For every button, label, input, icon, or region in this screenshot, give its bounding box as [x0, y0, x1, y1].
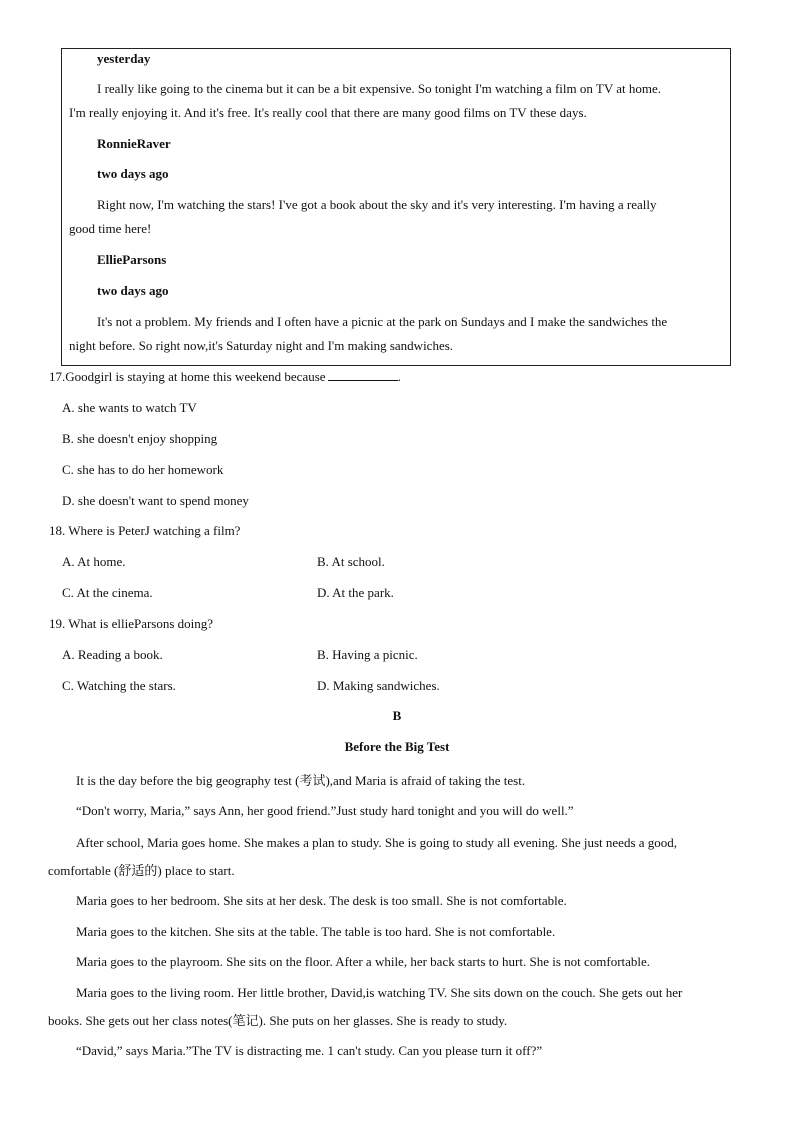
question-17-stem — [49, 369, 401, 385]
q17-option-a: A. she wants to watch TV — [62, 400, 197, 415]
q17-option-b: B. she doesn't enjoy shopping — [62, 431, 218, 446]
post-username: RonnieRaver — [97, 136, 171, 151]
question-18-stem: 18. Where is PeterJ watching a film? — [49, 523, 241, 538]
q18-option-b: B. At school. — [317, 554, 385, 569]
passage-paragraph: “David,” says Maria.”The TV is distracting me. 1 can't study. Can you please turn it off?” — [76, 1043, 543, 1058]
post-date: two days ago — [97, 283, 169, 298]
passage-paragraph: “Don't worry, Maria,” says Ann, her good friend.”Just study hard tonight and you will do well.” — [76, 803, 574, 818]
post-date-yesterday: yesterday — [97, 51, 151, 66]
post-text-line: I really like going to the cinema but it can be a bit expensive. So tonight I'm watching a film on TV at home. — [97, 81, 661, 96]
q17-option-d: D. she doesn't want to spend money — [62, 493, 249, 508]
passage-paragraph: It is the day before the big geography test (考试),and Maria is afraid of taking the test. — [76, 773, 526, 788]
passage-paragraph: Maria goes to her bedroom. She sits at her desk. The desk is too small. She is not comfortable. — [76, 893, 567, 908]
q19-option-a: A. Reading a book. — [62, 647, 163, 662]
passage-title: Before the Big Test — [344, 739, 450, 754]
q19-option-d: D. Making sandwiches. — [317, 678, 440, 693]
question-17-period: . — [397, 369, 401, 384]
q18-option-c: C. At the cinema. — [62, 585, 153, 600]
post-text-line: good time here! — [69, 221, 152, 236]
q18-option-a: A. At home. — [62, 554, 126, 569]
question-19-stem: 19. What is ellieParsons doing? — [49, 616, 214, 631]
question-17-text: 17.Goodgirl is staying at home this weekend because — [49, 369, 326, 384]
passage-paragraph: After school, Maria goes home. She makes a plan to study. She is going to study all evening. She just needs a good, — [76, 835, 678, 850]
post-text-line: It's not a problem. My friends and I often have a picnic at the park on Sundays and I make the sandwiches the — [97, 314, 668, 329]
forum-post-box — [61, 48, 731, 366]
passage-paragraph: Maria goes to the playroom. She sits on the floor. After a while, her back starts to hurt. She is not comfortable. — [76, 954, 651, 969]
q19-option-b: B. Having a picnic. — [317, 647, 418, 662]
passage-paragraph-cont: comfortable (舒适的) place to start. — [48, 863, 235, 878]
post-date: two days ago — [97, 166, 169, 181]
post-text-line: night before. So right now,it's Saturday night and I'm making sandwiches. — [69, 338, 454, 353]
post-text-line: I'm really enjoying it. And it's free. It's really cool that there are many good films on TV these days. — [69, 105, 587, 120]
answer-blank — [328, 369, 398, 381]
q19-option-c: C. Watching the stars. — [62, 678, 176, 693]
passage-paragraph: Maria goes to the kitchen. She sits at the table. The table is too hard. She is not comfortable. — [76, 924, 556, 939]
passage-paragraph-cont: books. She gets out her class notes(笔记). She puts on her glasses. She is ready to study. — [48, 1013, 508, 1028]
q17-option-c: C. she has to do her homework — [62, 462, 224, 477]
post-username: EllieParsons — [97, 252, 167, 267]
passage-paragraph: Maria goes to the living room. Her little brother, David,is watching TV. She sits down on the couch. She gets out her — [76, 985, 683, 1000]
q18-option-d: D. At the park. — [317, 585, 394, 600]
section-letter: B — [392, 708, 402, 723]
post-text-line: Right now, I'm watching the stars! I've got a book about the sky and it's very interesting. I'm having a really — [97, 197, 657, 212]
